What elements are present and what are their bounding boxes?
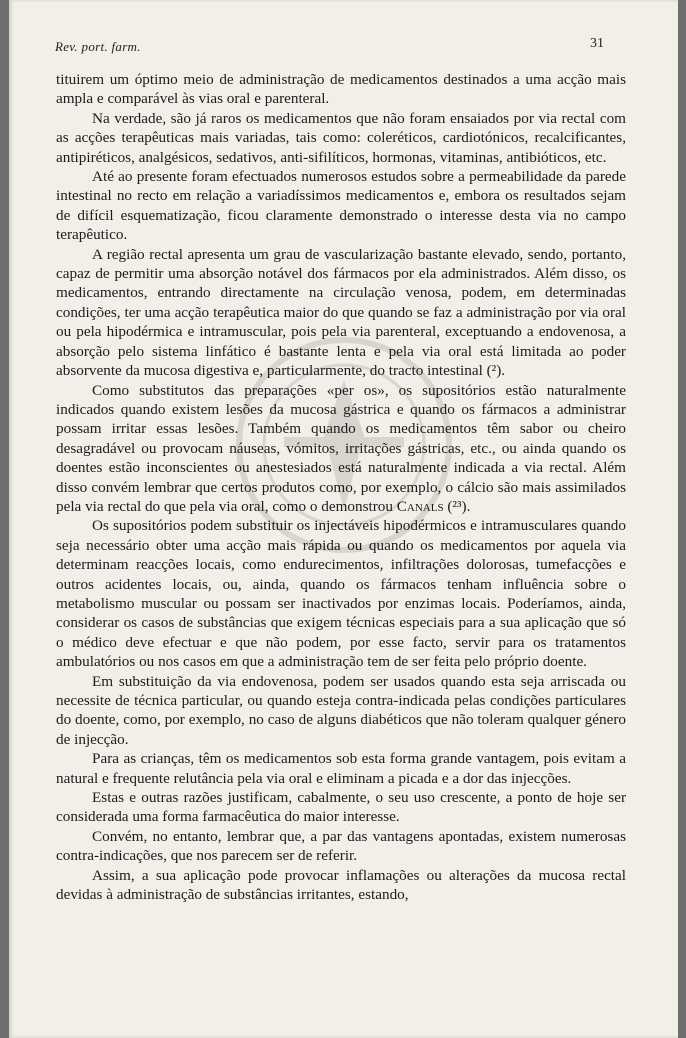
citation-author: Canals (396, 497, 444, 515)
citation-reference: (²³). (443, 497, 471, 515)
paragraph: Para as crianças, têm os medicamentos sob esta forma grande vantagem, pois evitam a natural e frequente relutância pela via oral e eliminam a picada e a dor das injecções. (56, 750, 626, 787)
paragraph: Assim, a sua aplicação pode provocar inflamações ou alterações da mucosa rectal devidas à administração de substâncias irritantes, estando, (56, 866, 626, 904)
paragraph: Em substituição da via endovenosa, podem ser usados quando esta seja arriscada ou necessite de técnica particular, ou quando esteja contra-indicada pelas condições particulares do doente, como, por exemplo, no caso de alguns diabéticos que não toleram qualquer género de injecção. (56, 672, 626, 748)
paragraph-with-citation (56, 381, 626, 517)
article-body (56, 70, 626, 904)
document-page (9, 0, 678, 1038)
paragraph: Convém, no entanto, lembrar que, a par das vantagens apontadas, existem numerosas contra-indicações, que nos parecem ser de referir. (56, 827, 626, 865)
paragraph: Os supositórios podem substituir os injectáveis hipodérmicos e intramusculares quando seja necessário obter uma acção mais rápida ou quando os medicamentos por aquela via determinam reacções locais, como endurecimentos, infiltrações dolorosas, tumefacções e outros acidentes locais, ou, ainda, quando os fármacos tenham influência sobre o metabolismo muscular ou possam ser inactivados por enzimas locais. Poderíamos, ainda, considerar os casos de substâncias que exigem técnicas especiais para a sua aplicação que só o médico deve efectuar e que não podem, por esse facto, servir para os tratamentos ambulatórios ou nos casos em que a administração tem de ser feita pelo próprio doente. (56, 517, 626, 671)
paragraph-text: Como substitutos das preparações «per os», os supositórios estão naturalmente indicados quando existem lesões da mucosa gástrica e quando os fármacos a administrar possam irritar essas lesões. Também quando os medicamentos têm sabor ou cheiro desagradável ou provocam náuseas, vómitos, irritações gástricas, etc., ou ainda quando os doentes estão inconscientes ou anestesiados está naturalmente indicada a via rectal. Além disso convém lembrar que certos produtos como, por exemplo, o cálcio são mais assimilados pela via rectal do que pela via oral, como o demonstrou (56, 381, 626, 515)
paragraph: tituirem um óptimo meio de administração de medicamentos destinados a uma acção mais ampla e comparável às vias oral e parenteral. (56, 71, 626, 108)
paragraph: Estas e outras razões justificam, cabalmente, o seu uso crescente, a ponto de hoje ser considerada uma forma farmacêutica do maior interesse. (56, 789, 626, 826)
paragraph: Até ao presente foram efectuados numerosos estudos sobre a permeabilidade da parede intestinal no recto em relação a variadíssimos medicamentos e, embora os resultados sejam de difícil esquematização, ficou claramente demonstrado o interesse desta via no campo terapêutico. (56, 168, 626, 244)
journal-title: Rev. port. farm. (55, 39, 141, 54)
page-number: 31 (590, 36, 604, 51)
paragraph: A região rectal apresenta um grau de vascularização bastante elevado, sendo, portanto, capaz de permitir uma absorção notável dos fármacos por ela administrados. Além disso, os medicamentos, entrando directamente na circulação venosa, podem, em determinadas condições, ter uma acção terapêutica maior do que quando se faz a administração por via oral ou pela hipodérmica e intramuscular, pois pela via parenteral, exceptuando a endovenosa, a absorção pelo sistema linfático é bastante lenta e pela via oral está limitada ao poder absorvente da mucosa digestiva e, particularmente, do tracto intestinal (²). (56, 245, 626, 380)
paragraph: Na verdade, são já raros os medicamentos que não foram ensaiados por via rectal com as acções terapêuticas mais variadas, tais como: coleréticos, cardiotónicos, recalcificantes, antipiréticos, analgésicos, sedativos, anti-sifilíticos, hormonas, vitaminas, antibióticos, etc. (56, 109, 626, 166)
